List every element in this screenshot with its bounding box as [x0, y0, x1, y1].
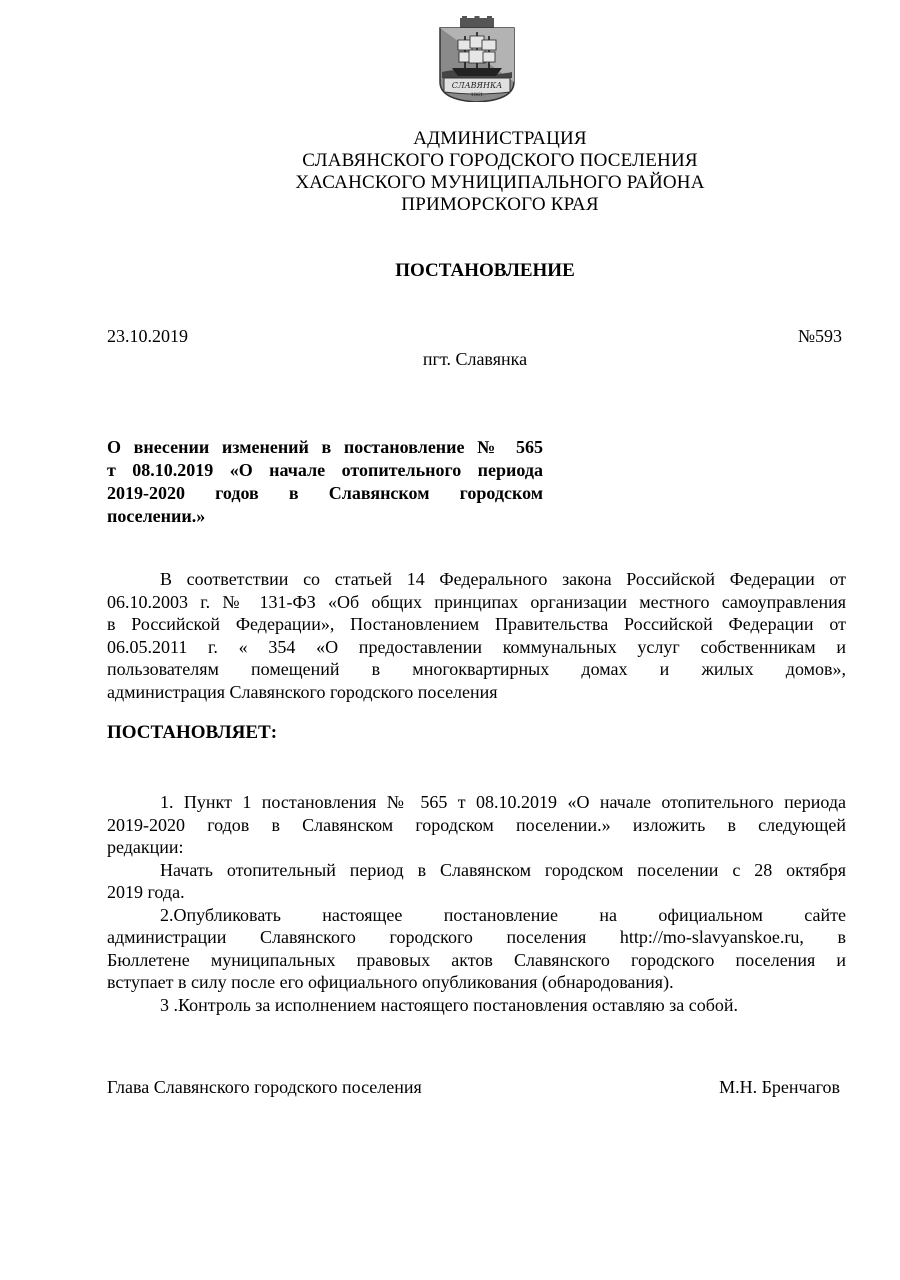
- preamble-line: 06.10.2003 г. № 131-ФЗ «Об общих принципах организации местного самоуправления: [107, 591, 846, 612]
- header-line: СЛАВЯНСКОГО ГОРОДСКОГО ПОСЕЛЕНИЯ: [302, 150, 698, 171]
- emblem-text: СЛАВЯНКА: [451, 81, 503, 90]
- document-place: пгт. Славянка: [422, 349, 528, 369]
- preamble-line: 06.05.2011 г. « 354 «О предоставлении коммунальных услуг собственникам и: [107, 636, 846, 657]
- signatory-name: М.Н. Бренчагов: [719, 1077, 840, 1097]
- coat-of-arms-emblem: [438, 16, 516, 102]
- preamble-line: В соответствии со статьей 14 Федерального закона Российской Федерации от: [160, 569, 846, 589]
- subject-line: 2019-2020 годов в Славянском городском: [107, 483, 543, 503]
- emblem-year: 1861: [470, 92, 484, 98]
- document-date: 23.10.2019: [107, 326, 188, 346]
- document-number: №593: [797, 326, 842, 346]
- item-line: администрации Славянского городского поселения http://mo-slavyanskoe.ru, в: [107, 927, 846, 947]
- preamble-line: администрация Славянского городского поселения: [107, 681, 498, 702]
- document-subject: [107, 436, 543, 528]
- item-line: 2.Опубликовать настоящее постановление на официальном сайте: [160, 904, 846, 925]
- item-line: Начать отопительный период в Славянском городском поселении с 28 октября: [160, 859, 846, 880]
- item-line: 1. Пункт 1 постановления № 565 т 08.10.2019 «О начале отопительного периода: [160, 792, 846, 812]
- subject-line: т 08.10.2019 «О начале отопительного периода: [107, 460, 543, 480]
- signatory-title: Глава Славянского городского поселения: [107, 1077, 422, 1097]
- item-line: вступает в силу после его официального опубликования (обнародования).: [107, 972, 674, 992]
- resolution-items: [107, 791, 846, 1016]
- item-line: 2019-2020 годов в Славянском городском поселении.» изложить в следующей: [107, 814, 846, 835]
- subject-line: поселении.»: [107, 506, 206, 526]
- header-line: ХАСАНСКОГО МУНИЦИПАЛЬНОГО РАЙОНА: [295, 172, 705, 193]
- header-line: ПРИМОРСКОГО КРАЯ: [401, 194, 599, 215]
- preamble-paragraph: [107, 568, 846, 703]
- subject-line: О внесении изменений в постановление № 565: [107, 437, 543, 457]
- item-line: Бюллетене муниципальных правовых актов Славянского городского поселения и: [107, 949, 846, 970]
- item-line: 2019 года.: [107, 882, 185, 902]
- header-line: АДМИНИСТРАЦИЯ: [413, 128, 587, 149]
- preamble-line: пользователям помещений в многоквартирных домах и жилых домов»,: [107, 659, 846, 679]
- administration-header: [240, 128, 760, 216]
- item-line: 3 .Контроль за исполнением настоящего постановления оставляю за собой.: [160, 994, 739, 1015]
- preamble-line: в Российской Федерации», Постановлением Правительства Российской Федерации от: [107, 614, 846, 634]
- resolve-heading: ПОСТАНОВЛЯЕТ:: [107, 722, 278, 743]
- item-line: редакции:: [107, 837, 184, 857]
- document-type-title: ПОСТАНОВЛЕНИЕ: [395, 260, 575, 281]
